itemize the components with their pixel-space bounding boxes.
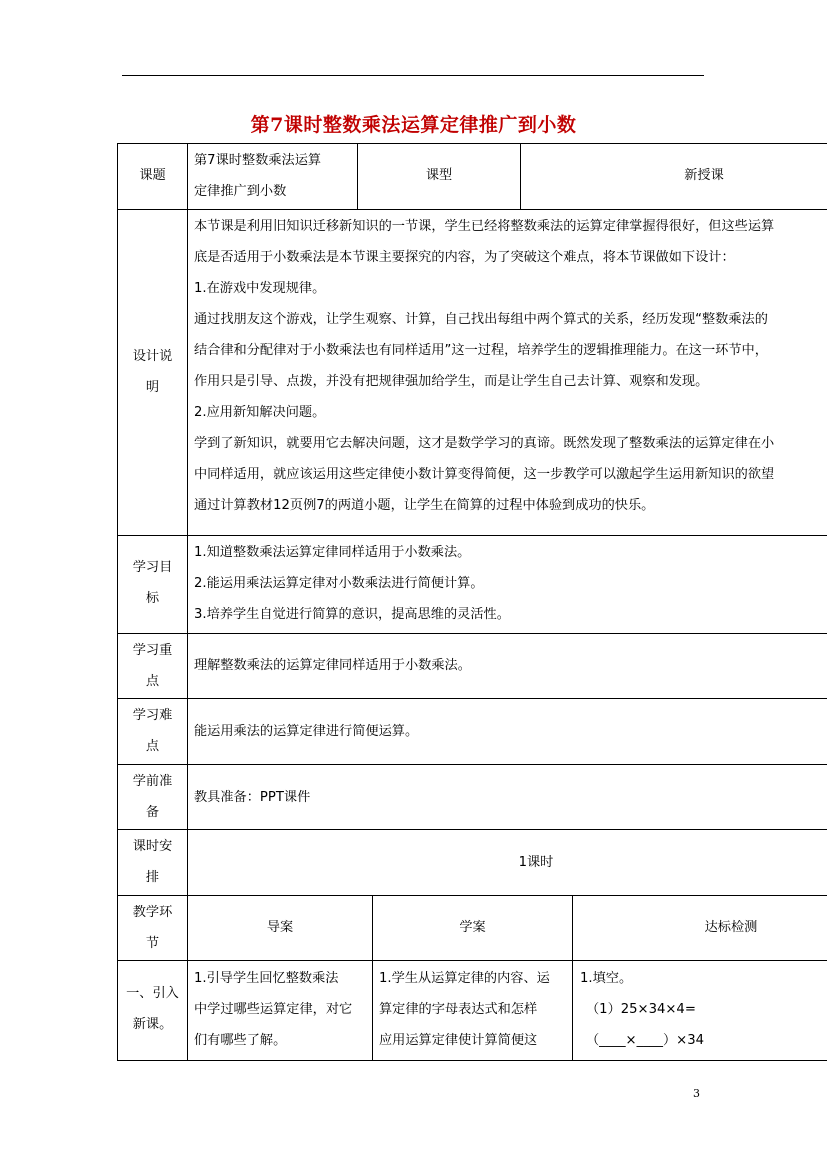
lesson-value xyxy=(194,145,354,207)
header-rule xyxy=(122,75,704,76)
schedule-value: 1课时 xyxy=(518,855,554,870)
preparation-label: 学前准 备 xyxy=(132,774,173,820)
guide-column-header: 导案 xyxy=(266,920,294,935)
guide-line: 1.引导学生回忆整数乘法 xyxy=(194,971,339,986)
type-label: 课型 xyxy=(425,168,453,183)
design-line: 1.在游戏中发现规律。 xyxy=(194,281,326,296)
design-line: 中同样适用，就应该运用这些定律使小数计算变得简便，这一步教学可以激起学生运用新知识的欲望 xyxy=(194,467,775,482)
design-line: 底是否适用于小数乘法是本节课主要探究的内容，为了突破这个难点，将本节课做如下设计： xyxy=(194,250,735,265)
difficulty-value: 能运用乘法的运算定律进行简便运算。 xyxy=(194,724,419,739)
document-title: 第7课时整数乘法运算定律推广到小数 xyxy=(250,114,577,136)
study-line: 应用运算定律使计算简便这 xyxy=(379,1033,538,1048)
design-line: 本节课是利用旧知识迁移新知识的一节课，学生已经将整数乘法的运算定律掌握得很好，但这些运算 xyxy=(194,219,775,234)
study-line: 算定律的字母表达式和怎样 xyxy=(379,1002,538,1017)
page-number: 3 xyxy=(693,1087,700,1100)
intro-check xyxy=(580,963,827,1056)
check-line: 1.填空。 xyxy=(580,971,633,986)
process-label: 教学环 节 xyxy=(132,905,173,951)
preparation-value: 教具准备：PPT课件 xyxy=(194,790,311,805)
check-line: （____×____）×34 xyxy=(586,1033,705,1048)
check-line: （1）25×34×4= xyxy=(586,1002,696,1017)
intro-guide xyxy=(194,963,372,1056)
type-value: 新授课 xyxy=(684,168,724,183)
intro-study xyxy=(379,963,572,1056)
study-column-header: 学案 xyxy=(459,920,486,935)
design-line: 通过计算教材12页例7的两道小题，让学生在简算的过程中体验到成功的快乐。 xyxy=(194,498,655,513)
design-description xyxy=(194,211,827,521)
objective-item: 1.知道整数乘法运算定律同样适用于小数乘法。 xyxy=(194,545,471,560)
design-line: 结合律和分配律对于小数乘法也有同样适用”这一过程，培养学生的逻辑推理能力。在这一环节中， xyxy=(194,343,768,358)
key-point-value: 理解整数乘法的运算定律同样适用于小数乘法。 xyxy=(194,658,471,673)
objective-item: 2.能运用乘法运算定律对小数乘法进行简便计算。 xyxy=(194,576,484,591)
lesson-value-line: 定律推广到小数 xyxy=(194,184,287,199)
schedule-label: 课时安 排 xyxy=(132,839,173,885)
intro-label: 一、引入 新课。 xyxy=(126,986,179,1032)
guide-line: 们有哪些了解。 xyxy=(194,1033,287,1048)
objectives-label: 学习目 标 xyxy=(132,560,173,606)
key-point-label: 学习重 点 xyxy=(132,643,173,689)
guide-line: 中学过哪些运算定律，对它 xyxy=(194,1002,353,1017)
objective-item: 3.培养学生自觉进行简算的意识，提高思维的灵活性。 xyxy=(194,607,510,622)
design-line: 学到了新知识，就要用它去解决问题，这才是数学学习的真谛。既然发现了整数乘法的运算定律在小 xyxy=(194,436,775,451)
lesson-value-line: 第7课时整数乘法运算 xyxy=(194,153,322,168)
design-line: 作用只是引导、点拨，并没有把规律强加给学生，而是让学生自己去计算、观察和发现。 xyxy=(194,374,709,389)
objectives-list xyxy=(194,537,827,630)
lesson-label: 课题 xyxy=(139,168,166,183)
design-line: 通过找朋友这个游戏，让学生观察、计算，自己找出每组中两个算式的关系，经历发现“整数乘法的 xyxy=(194,312,768,327)
check-column-header: 达标检测 xyxy=(704,920,758,935)
design-line: 2.应用新知解决问题。 xyxy=(194,405,326,420)
design-label: 设计说 明 xyxy=(132,349,173,395)
study-line: 1.学生从运算定律的内容、运 xyxy=(379,971,550,986)
difficulty-label: 学习难 点 xyxy=(132,708,173,754)
